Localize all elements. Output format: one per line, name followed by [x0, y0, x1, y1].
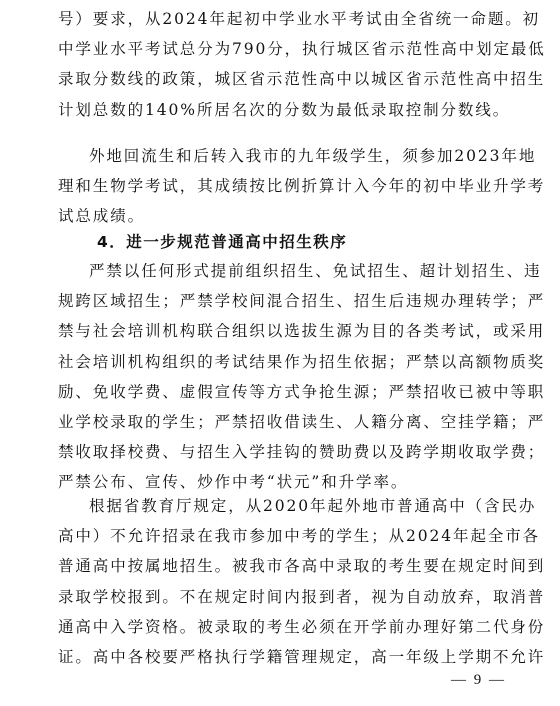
text-line: 禁收取择校费、与招生入学挂钩的赞助费以及跨学期收取学费； — [58, 443, 546, 462]
text-line: 严禁以任何形式提前组织招生、免试招生、超计划招生、违 — [89, 262, 542, 280]
text-line: 业学校录取的学生；严禁招收借读生、人籍分离、空挂学籍；严 — [58, 412, 546, 431]
text-line: 根据省教育厅规定，从2020年起外地市普通高中（含民办 — [89, 497, 537, 515]
text-line: 号）要求，从2024年起初中学业水平考试由全省统一命题。初 — [58, 10, 541, 28]
text-line: 录取分数线的政策，城区省示范性高中以城区省示范性高中招生 — [58, 70, 546, 89]
paragraph-3 — [58, 256, 546, 498]
text-line: 理和生物学考试，其成绩按比例折算计入今年的初中毕业升学考 — [58, 177, 546, 196]
text-line: 中学业水平考试总分为790分，执行城区省示范性高中划定最低 — [58, 40, 546, 59]
text-line: 励、免收学费、虚假宣传等方式争抢生源；严禁招收已被中等职 — [58, 382, 546, 401]
paragraph-2 — [58, 141, 546, 232]
text-line: 普通高中按属地招生。被我市各高中录取的考生要在规定时间到 — [58, 557, 546, 576]
page-number: — 9 — — [451, 672, 506, 688]
text-line: 社会培训机构组织的考试结果作为招生依据；严禁以高额物质奖 — [58, 352, 546, 371]
text-line: 录取学校报到。不在规定时间内报到者，视为自动放弃，取消普 — [58, 587, 546, 606]
section-heading: 4．进一步规范普通高中招生秩序 — [97, 233, 348, 251]
text-line: 规跨区域招生；严禁学校间混合招生、招生后违规办理转学；严 — [58, 292, 546, 311]
text-line: 禁与社会培训机构联合组织以选拔生源为目的各类考试，或采用 — [58, 322, 546, 341]
paragraph-4 — [58, 491, 546, 672]
text-line: 计划总数的140%所居名次的分数为最低录取控制分数线。 — [58, 100, 511, 119]
text-line: 高中）不允许招录在我市参加中考的学生；从2024年起全市各 — [58, 527, 541, 546]
text-line: 外地回流生和后转入我市的九年级学生，须参加2023年地 — [89, 147, 537, 165]
text-line: 通高中入学资格。被录取的考生必须在开学前办理好第二代身份 — [58, 617, 546, 636]
text-line: 证。高中各校要严格执行学籍管理规定，高一年级上学期不允许 — [58, 647, 546, 666]
paragraph-1 — [58, 4, 546, 125]
text-line: 试总成绩。 — [58, 207, 146, 226]
text-line: 严禁公布、宣传、炒作中考“状元”和升学率。 — [58, 473, 409, 492]
